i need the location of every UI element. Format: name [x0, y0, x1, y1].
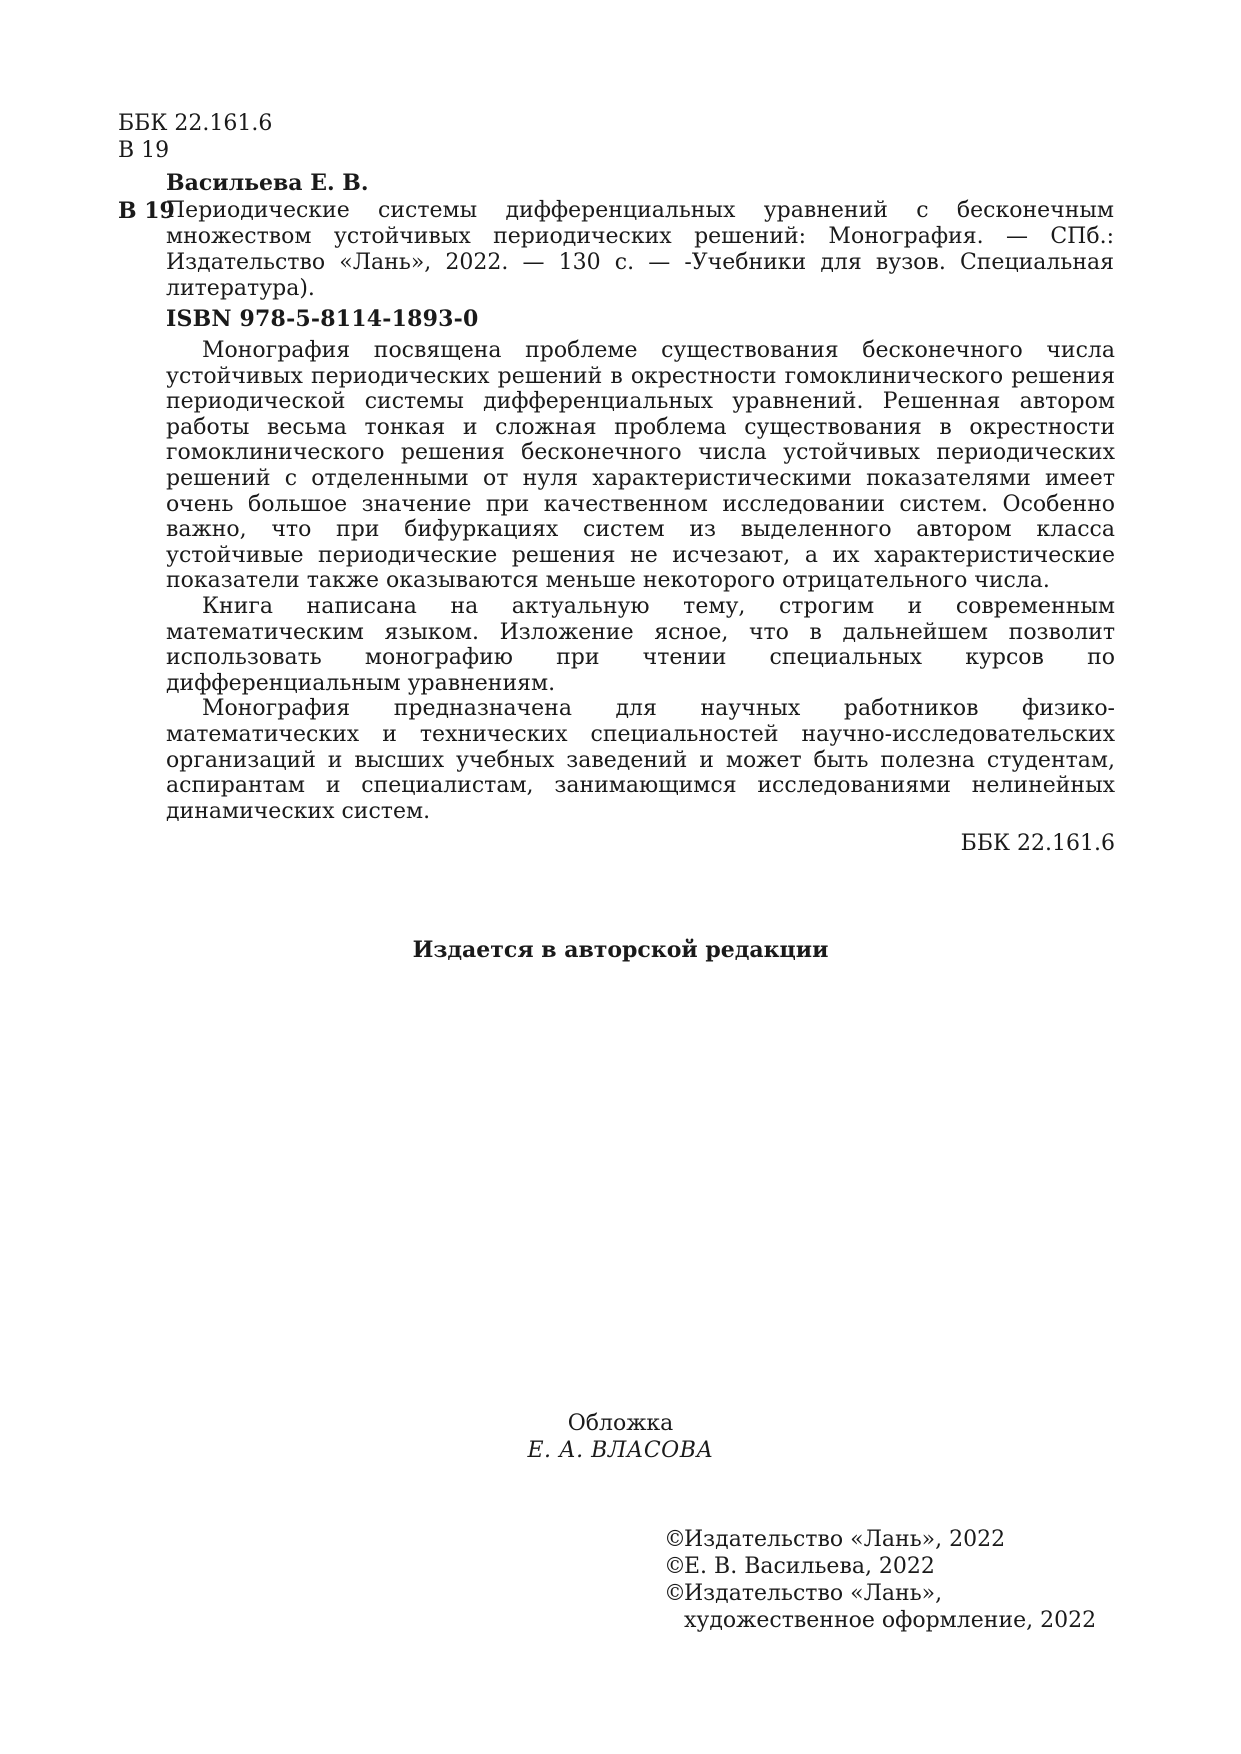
abstract-paragraph: Монография посвящена проблеме существования бесконечного числа устойчивых периодических решений в окрестности гомоклинического решения периодической системы дифференциальных уравнений. Решенная автором работы весьма тонкая и сложная проблема существования в окрестности гомоклинического решения бесконечного числа устойчивых периодических решений с отделенными от нуля характеристическими показателями имеет очень большое значение при качественном исследовании систем. Особенно важно, что при бифуркациях систем из выделенного автором класса устойчивые периодические решения не исчезают, а их характеристические показатели также оказываются меньше некоторого отрицательного числа. — [166, 338, 1115, 594]
copyright-text: Издательство «Лань», — [684, 1581, 943, 1606]
cover-credit — [0, 1410, 1241, 1464]
entry-description: Периодические системы дифференциальных уравнений с бесконечным множеством устойчивых периодических решений: Монография. — СПб.: Издательство «Лань», 2022. — 130 с. — -Учебники для вузов. Специальная литература). — [166, 198, 1114, 301]
isbn: ISBN 978-5-8114-1893-0 — [166, 306, 479, 332]
author-name: Васильева Е. В. — [166, 170, 369, 196]
copyright-symbol: © — [664, 1581, 686, 1606]
copyright-block — [664, 1526, 1096, 1634]
copyright-line — [664, 1526, 1096, 1553]
copyright-line — [664, 1553, 1096, 1580]
edition-note: Издается в авторской редакции — [412, 937, 829, 963]
bbk-code: ББК 22.161.6 — [118, 111, 273, 136]
copyright-line — [664, 1580, 1096, 1607]
abstract — [166, 338, 1115, 857]
copyright-symbol: © — [664, 1527, 686, 1552]
cover-designer: Е. А. ВЛАСОВА — [527, 1438, 714, 1463]
copyright-text: художественное оформление, 2022 — [684, 1608, 1097, 1633]
copyright-text: Е. В. Васильева, 2022 — [684, 1554, 935, 1579]
abstract-paragraph: Монография предназначена для научных работников физико-математических и технических специальностей научно-исследовательских организаций и высших учебных заведений и может быть полезна студентам, аспирантам и специалистам, занимающимся исследованиями нелинейных динамических систем. — [166, 696, 1115, 824]
entry-code: В 19 — [118, 198, 175, 224]
cover-label: Обложка — [567, 1411, 674, 1436]
author-mark: В 19 — [118, 138, 170, 163]
copyright-line-continuation — [664, 1607, 1096, 1634]
copyright-text: Издательство «Лань», 2022 — [684, 1527, 1006, 1552]
copyright-symbol: © — [664, 1554, 686, 1579]
abstract-paragraph: Книга написана на актуальную тему, строгим и современным математическим языком. Изложение ясное, что в дальнейшем позволит использовать монографию при чтении специальных курсов по дифференциальным уравнениям. — [166, 593, 1115, 696]
catalog-codes — [118, 110, 272, 164]
abstract-bbk-code: ББК 22.161.6 — [960, 831, 1115, 857]
bibliographic-entry — [118, 198, 1114, 302]
